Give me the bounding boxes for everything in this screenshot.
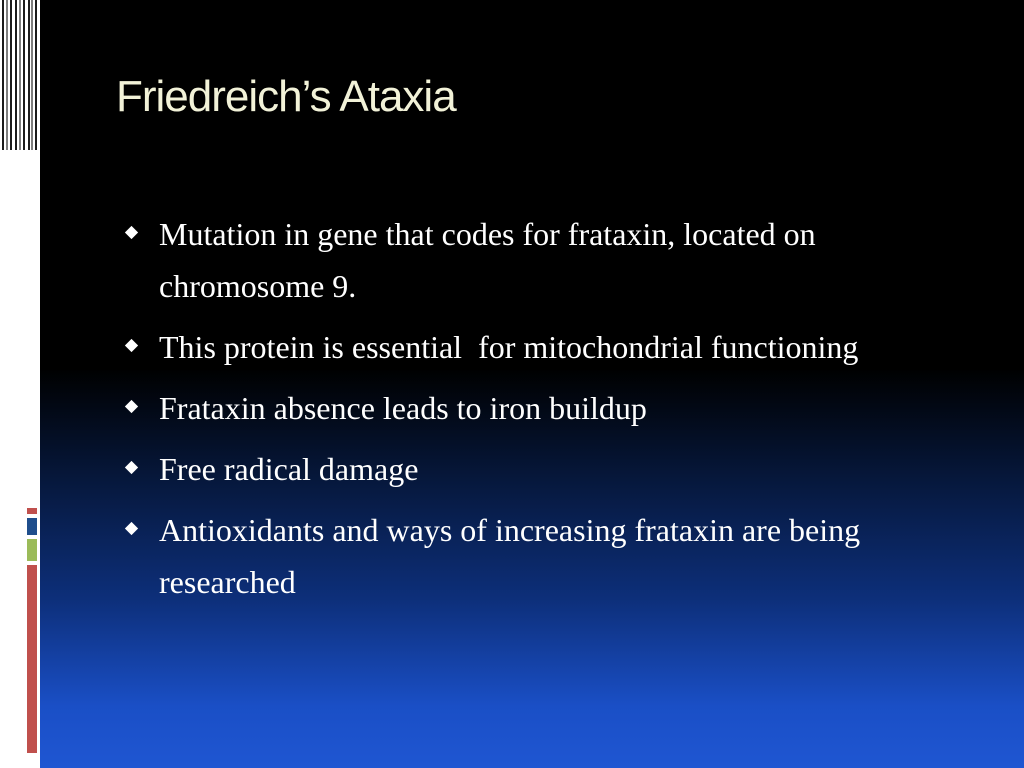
square-bullet-icon — [125, 400, 138, 413]
bullet-text: Antioxidants and ways of increasing frataxin are being researched — [159, 512, 861, 600]
bullet-list — [122, 208, 982, 617]
bullet-text: Mutation in gene that codes for frataxin, located on chromosome 9. — [159, 216, 816, 304]
bullet-text: This protein is essential for mitochondrial functioning — [159, 329, 859, 365]
slide-content — [40, 0, 1024, 768]
accent-bar-red-tall — [27, 565, 37, 753]
bullet-item — [122, 321, 982, 373]
slide-title: Friedreich’s Ataxia — [116, 72, 456, 121]
bullet-text: Free radical damage — [159, 451, 419, 487]
vertical-stripes-decoration — [2, 0, 38, 150]
accent-bar-blue — [27, 518, 37, 535]
accent-bar-green — [27, 539, 37, 561]
square-bullet-icon — [125, 339, 138, 352]
bullet-item — [122, 504, 982, 608]
bullet-text: Frataxin absence leads to iron buildup — [159, 390, 647, 426]
bullet-item — [122, 382, 982, 434]
bullet-item — [122, 208, 982, 312]
square-bullet-icon — [125, 522, 138, 535]
bullet-item — [122, 443, 982, 495]
square-bullet-icon — [125, 226, 138, 239]
left-decorative-rail — [0, 0, 40, 768]
square-bullet-icon — [125, 461, 138, 474]
accent-bar-red-small — [27, 508, 37, 514]
